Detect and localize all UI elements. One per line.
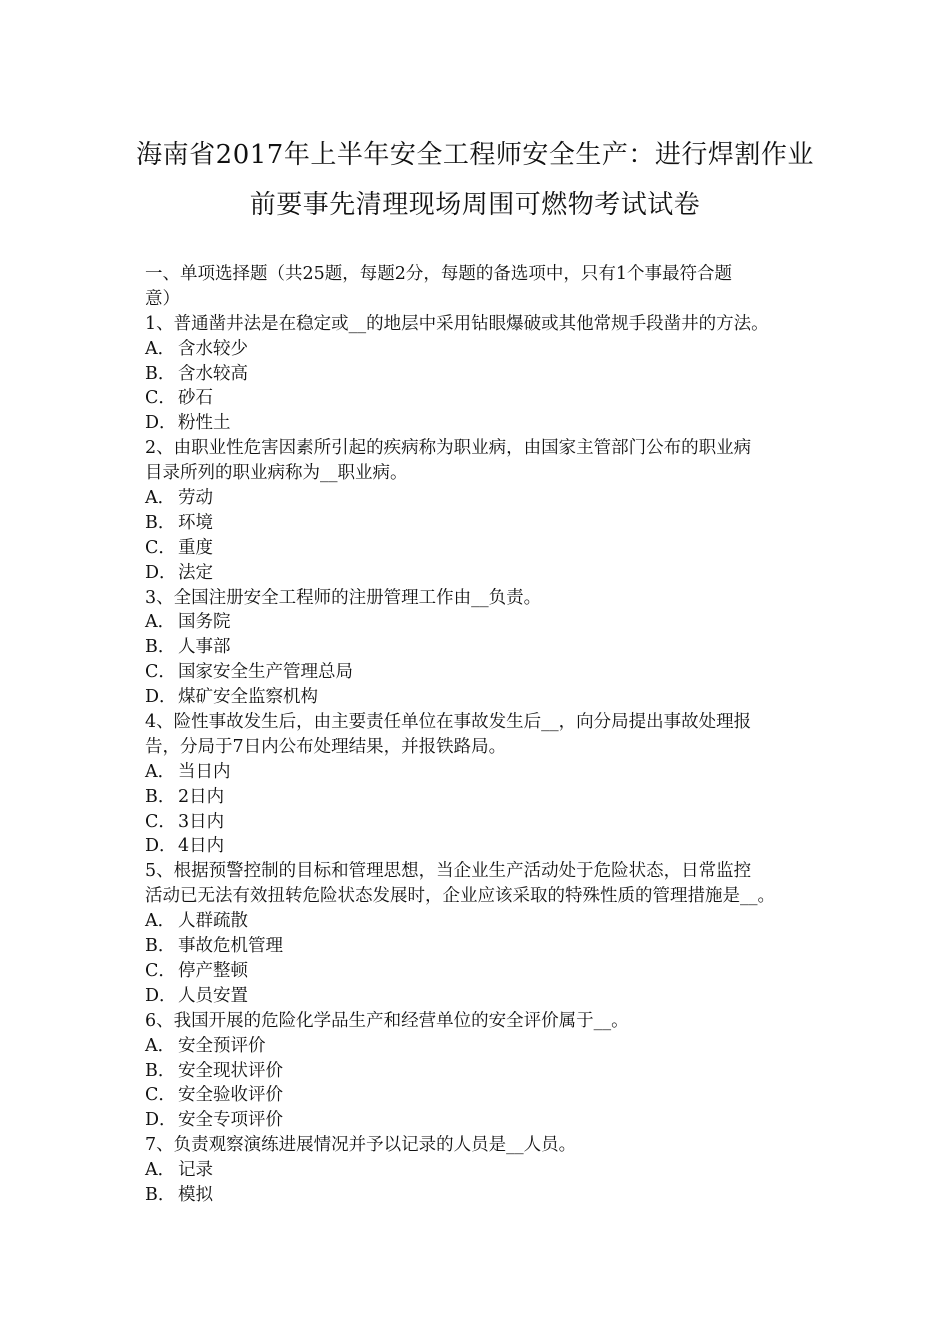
- option-text: 国家安全生产管理总局: [178, 662, 353, 683]
- question-stem-cont: 活动已无法有效扭转危险状态发展时，企业应该采取的特殊性质的管理措施是__。: [145, 886, 775, 907]
- option-text: 劳动: [178, 488, 213, 509]
- option-d: [145, 834, 820, 859]
- question-1: [145, 312, 820, 436]
- option-text: 重度: [178, 537, 213, 558]
- option-b: [145, 362, 820, 387]
- section-heading: 一、单项选择题（共25题，每题2分，每题的备选项中，只有1个事最符合题: [145, 264, 733, 284]
- question-stem: 4、险性事故发生后，由主要责任单位在事故发生后__，向分局提出事故处理报: [145, 712, 752, 733]
- option-c: [145, 1083, 820, 1108]
- option-text: 环境: [178, 512, 213, 533]
- option-text: 安全验收评价: [178, 1085, 283, 1106]
- option-text: 含水较高: [178, 363, 248, 384]
- option-text: 人群疏散: [178, 911, 248, 932]
- option-letter: A．: [145, 1035, 176, 1056]
- option-letter: B．: [145, 637, 176, 658]
- question-stem-cont: 目录所列的职业病称为__职业病。: [145, 463, 408, 484]
- option-text: 粉性土: [178, 413, 231, 434]
- option-b: [145, 511, 820, 536]
- option-text: 人事部: [178, 637, 231, 658]
- option-b: [145, 785, 820, 810]
- option-a: [145, 610, 820, 635]
- question-3: [145, 586, 820, 710]
- option-letter: D．: [145, 562, 177, 583]
- question-stem: 2、由职业性危害因素所引起的疾病称为职业病，由国家主管部门公布的职业病: [145, 438, 752, 459]
- section-heading-cont: 意）: [145, 288, 180, 309]
- option-letter: A．: [145, 488, 176, 509]
- question-stem: 3、全国注册安全工程师的注册管理工作由__负责。: [145, 587, 542, 608]
- option-letter: C．: [145, 811, 176, 832]
- option-d: [145, 561, 820, 586]
- question-stem-cont: 告，分局于7日内公布处理结果，并报铁路局。: [145, 736, 507, 757]
- option-letter: C．: [145, 388, 176, 409]
- option-c: [145, 810, 820, 835]
- option-d: [145, 685, 820, 710]
- option-d: [145, 411, 820, 436]
- option-a: [145, 1034, 820, 1059]
- option-letter: D．: [145, 687, 177, 708]
- option-a: [145, 486, 820, 511]
- option-d: [145, 984, 820, 1009]
- question-stem: 1、普通凿井法是在稳定或__的地层中采用钻眼爆破或其他常规手段凿井的方法。: [145, 313, 769, 334]
- option-a: [145, 1158, 820, 1183]
- question-6: [145, 1009, 820, 1133]
- option-letter: B．: [145, 512, 176, 533]
- option-c: [145, 959, 820, 984]
- option-text: 3日内: [178, 811, 225, 832]
- option-letter: B．: [145, 1060, 176, 1081]
- option-b: [145, 934, 820, 959]
- question-5: [145, 859, 820, 1008]
- option-text: 安全预评价: [178, 1035, 266, 1056]
- option-text: 法定: [178, 562, 213, 583]
- option-text: 国务院: [178, 612, 231, 633]
- option-c: [145, 660, 820, 685]
- option-text: 安全专项评价: [178, 1110, 283, 1131]
- option-b: [145, 1059, 820, 1084]
- option-text: 4日内: [178, 836, 225, 857]
- option-text: 2日内: [178, 786, 225, 807]
- option-letter: C．: [145, 960, 176, 981]
- option-letter: D．: [145, 1110, 177, 1131]
- option-text: 当日内: [178, 761, 231, 782]
- option-letter: D．: [145, 985, 177, 1006]
- document-title-line-1: 海南省2017年上半年安全工程师安全生产：进行焊割作业: [136, 140, 814, 170]
- option-text: 砂石: [178, 388, 213, 409]
- question-2: [145, 436, 820, 585]
- option-text: 煤矿安全监察机构: [178, 687, 318, 708]
- option-b: [145, 1183, 820, 1208]
- option-a: [145, 760, 820, 785]
- option-letter: B．: [145, 363, 176, 384]
- option-text: 事故危机管理: [178, 936, 283, 957]
- option-letter: A．: [145, 338, 176, 359]
- question-4: [145, 710, 820, 859]
- question-7: [145, 1133, 820, 1208]
- option-letter: A．: [145, 612, 176, 633]
- option-a: [145, 909, 820, 934]
- option-letter: B．: [145, 1184, 176, 1205]
- option-letter: C．: [145, 537, 176, 558]
- option-letter: A．: [145, 911, 176, 932]
- option-letter: D．: [145, 413, 177, 434]
- option-text: 含水较少: [178, 338, 248, 359]
- question-stem: 6、我国开展的危险化学品生产和经营单位的安全评价属于__。: [145, 1010, 629, 1031]
- option-b: [145, 635, 820, 660]
- option-letter: C．: [145, 662, 176, 683]
- question-stem: 7、负责观察演练进展情况并予以记录的人员是__人员。: [145, 1135, 577, 1156]
- option-letter: B．: [145, 936, 176, 957]
- document-body: [145, 262, 820, 1208]
- option-text: 人员安置: [178, 985, 248, 1006]
- option-text: 安全现状评价: [178, 1060, 283, 1081]
- option-a: [145, 337, 820, 362]
- option-text: 模拟: [178, 1184, 213, 1205]
- option-letter: A．: [145, 1160, 176, 1181]
- option-c: [145, 536, 820, 561]
- option-text: 记录: [178, 1160, 213, 1181]
- question-stem: 5、根据预警控制的目标和管理思想，当企业生产活动处于危险状态，日常监控: [145, 861, 752, 882]
- option-c: [145, 386, 820, 411]
- option-text: 停产整顿: [178, 960, 248, 981]
- option-letter: B．: [145, 786, 176, 807]
- option-letter: D．: [145, 836, 177, 857]
- option-letter: C．: [145, 1085, 176, 1106]
- option-letter: A．: [145, 761, 176, 782]
- document-title-line-2: 前要事先清理现场周围可燃物考试试卷: [249, 190, 701, 220]
- option-d: [145, 1108, 820, 1133]
